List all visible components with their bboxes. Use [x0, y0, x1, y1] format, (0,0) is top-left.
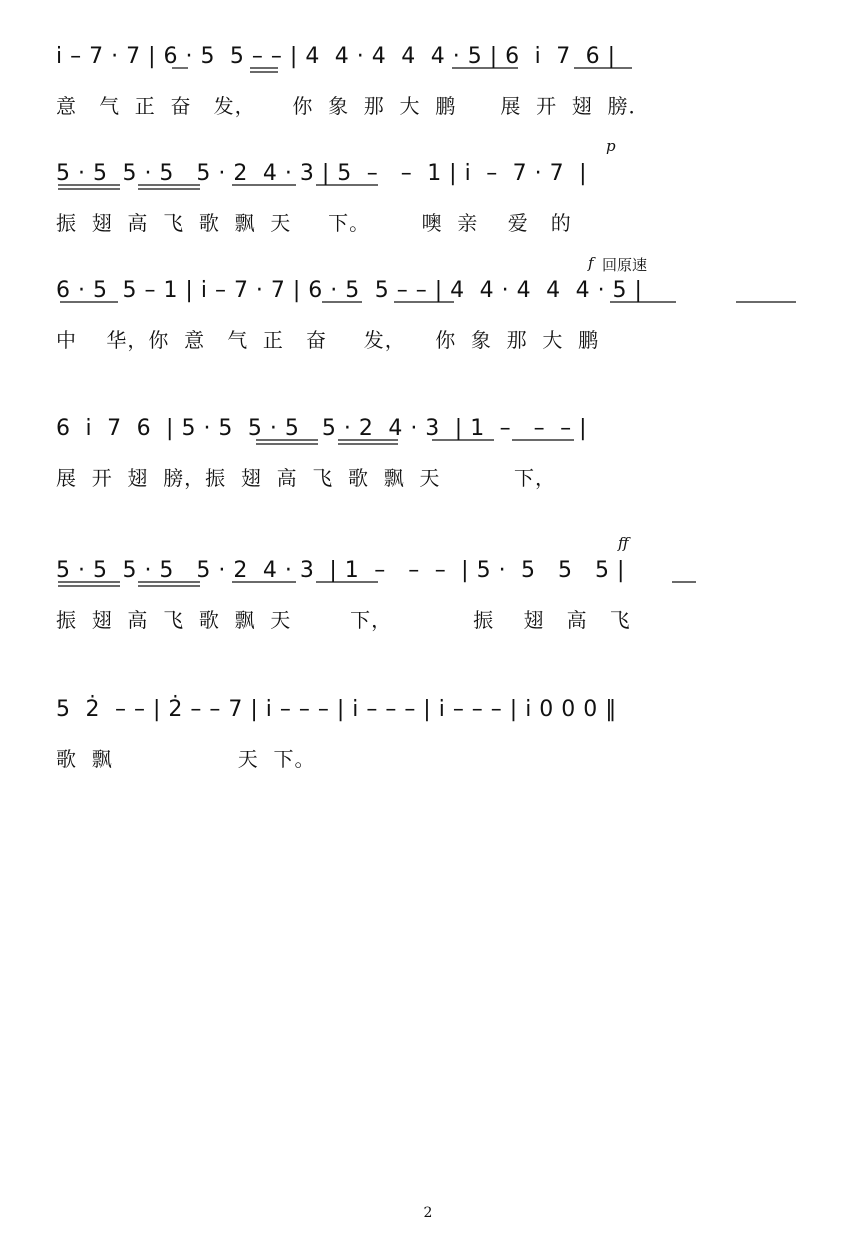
lyrics-line: 意 气 正 奋 发， 你 象 那 大 鹏 展 开 翅 膀． — [56, 94, 650, 118]
lyrics-line: 振 翅 高 飞 歌 飘 天 下， 振 翅 高 飞 — [56, 608, 631, 632]
score-system-6 — [0, 697, 856, 787]
lyrics-line: 中 华，你 意 气 正 奋 发， 你 象 那 大 鹏 — [56, 328, 600, 352]
score-system-5 — [0, 534, 856, 648]
score-system-1 — [0, 44, 856, 134]
notation-line: 5 · 5 5 · 5 5 · 2 4 · 3 | 5 – – 1 | i̇ – 7 · 7 | — [56, 161, 588, 186]
lyrics-line: 振 翅 高 飞 歌 飘 天 下。 噢 亲 爱 的 — [56, 211, 572, 235]
notation-line: 6 i̇ 7 6 | 5 · 5 5 · 5 5 · 2 4 · 3 | 1 – – – | — [56, 416, 588, 441]
dynamic-marking: f — [588, 254, 594, 272]
notation-line: i̇ – 7 · 7 | 6 · 5 5 – – | 4 4 · 4 4 4 · 5 | 6 i̇ 7 6 | — [56, 44, 616, 69]
dynamic-marking: ff — [618, 534, 629, 552]
score-system-2 — [0, 137, 856, 251]
score-system-4 — [0, 416, 856, 506]
lyrics-line: 展 开 翅 膀，振 翅 高 飞 歌 飘 天 下， — [56, 466, 557, 490]
tempo-marking: 回原速 — [602, 256, 648, 274]
notation-line: 5 · 5 5 · 5 5 · 2 4 · 3 | 1 – – – | 5 · 5 5 5 | — [56, 558, 625, 583]
page-number: 2 — [423, 1205, 433, 1221]
notation-line: 6 · 5 5 – 1 | i̇ – 7 · 7 | 6 · 5 5 – – | 4 4 · 4 4 4 · 5 | — [56, 278, 643, 303]
dynamic-marking: p — [606, 137, 616, 155]
notation-line: 5 2̇ – – | 2̇ – – 7 | i̇ – – – | i̇ – – – | i̇ – – – | i̇ 0 0 0 ‖ — [56, 697, 617, 722]
lyrics-line: 歌 飘 天 下。 — [56, 747, 316, 771]
score-system-3 — [0, 254, 856, 368]
